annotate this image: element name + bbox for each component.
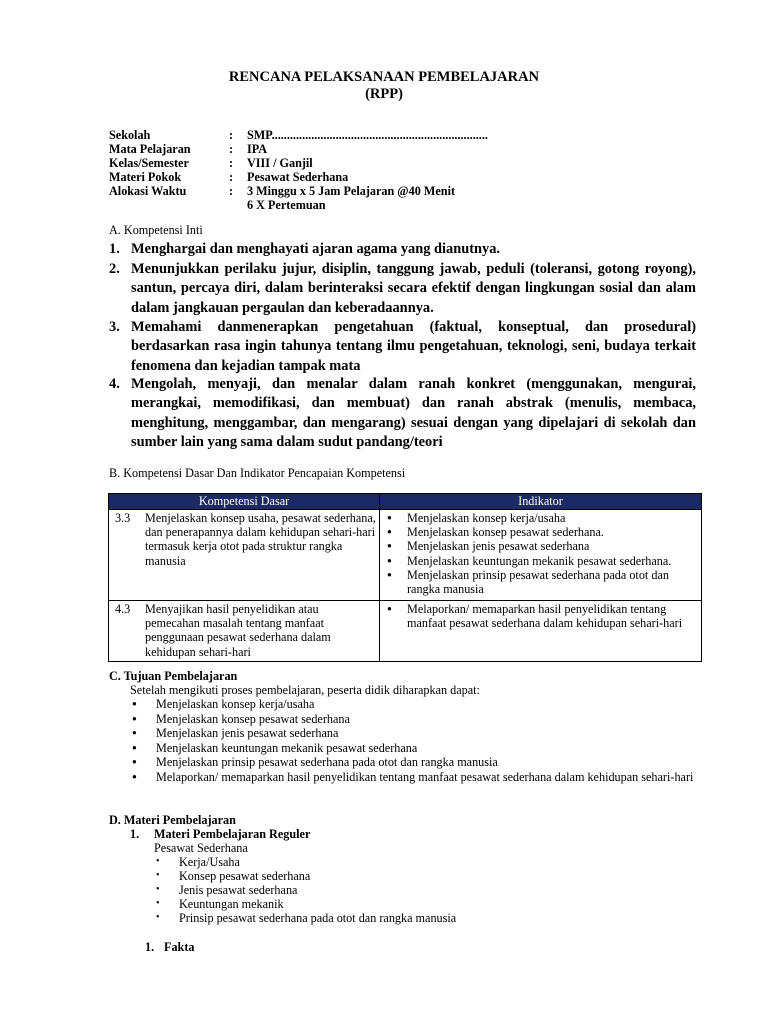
- identity-colon: :: [229, 128, 234, 142]
- item-text: Menunjukkan perilaku jujur, disiplin, tanggung jawab, peduli (toleransi, gotong royong), santun, percaya diri, dalam berinteraksi secara efektif dengan lingkungan sosial dan alam dalam jangkauan pergaulan dan keberadaannya.: [131, 261, 696, 316]
- material-list: [154, 855, 456, 925]
- identity-label: Sekolah: [109, 128, 151, 142]
- item-text: Menghargai dan menghayati ajaran agama yang dianutnya.: [131, 241, 500, 257]
- document-subtitle: (RPP): [365, 86, 403, 102]
- indicator-cell: [380, 601, 702, 662]
- material-topic: Pesawat Sederhana: [154, 841, 248, 855]
- subsection-heading: Materi Pembelajaran Reguler: [154, 827, 311, 841]
- identity-label: Materi Pokok: [109, 170, 182, 184]
- kd-cell: [109, 510, 380, 601]
- list-item: ● Menjelaskan keuntungan mekanik pesawat sederhana: [130, 741, 700, 756]
- kompetensi-inti-item: [109, 240, 696, 259]
- list-item: ● Menjelaskan konsep pesawat sederhana.: [383, 525, 698, 539]
- learning-objectives-list: [130, 697, 700, 785]
- identity-colon: :: [229, 184, 234, 198]
- kd-text: Menjelaskan konsep usaha, pesawat sederhana, dan penerapannya dalam kehidupan sehari-hari termasuk kerja otot pada struktur rangka manusia: [145, 511, 376, 568]
- section-a-heading: A. Kompetensi Inti: [109, 223, 203, 237]
- item-number: 3.: [109, 319, 120, 335]
- fakta-heading: Fakta: [164, 940, 195, 954]
- fakta-number: 1.: [145, 940, 155, 954]
- identity-colon: :: [229, 170, 234, 184]
- kompetensi-inti-item: [109, 318, 696, 376]
- section-c-intro: Setelah mengikuti proses pembelajaran, peserta didik diharapkan dapat:: [130, 683, 480, 697]
- item-text: Memahami danmenerapkan pengetahuan (faktual, konseptual, dan prosedural) berdasarkan rasa ingin tahunya tentang ilmu pengetahuan, teknologi, seni, budaya terkait fenomena dan kejadian tampak mata: [131, 319, 696, 374]
- table-row: [109, 510, 702, 601]
- list-item: ● Menjelaskan prinsip pesawat sederhana pada otot dan rangka manusia: [130, 755, 700, 770]
- identity-value: SMP.......................................................................: [247, 128, 488, 142]
- kd-number: 3.3: [115, 511, 131, 525]
- list-item: ● Menjelaskan konsep kerja/usaha: [383, 511, 698, 525]
- item-number: 1.: [109, 241, 120, 257]
- identity-value: IPA: [247, 142, 268, 156]
- section-c-heading: C. Tujuan Pembelajaran: [109, 669, 238, 683]
- item-number: 4.: [109, 376, 120, 392]
- identity-label: Alokasi Waktu: [109, 184, 187, 198]
- kd-cell: [109, 601, 380, 662]
- list-item: ● Menjelaskan prinsip pesawat sederhana pada otot dan rangka manusia: [383, 568, 698, 596]
- list-item: ● Menjelaskan konsep kerja/usaha: [130, 697, 700, 712]
- list-item: ● Menjelaskan konsep pesawat sederhana: [130, 712, 700, 727]
- list-item: • Jenis pesawat sederhana: [154, 883, 456, 897]
- section-d-heading: D. Materi Pembelajaran: [109, 813, 236, 827]
- identity-label: Mata Pelajaran: [109, 142, 191, 156]
- table-header-row: [109, 494, 702, 510]
- kd-number: 4.3: [115, 602, 131, 616]
- table-row: [109, 601, 702, 662]
- kompetensi-inti-item: [109, 375, 696, 453]
- list-item: ● Menjelaskan jenis pesawat sederhana: [130, 726, 700, 741]
- kompetensi-inti-item: [109, 260, 696, 318]
- identity-value: Pesawat Sederhana: [247, 170, 349, 184]
- indicator-cell: [380, 510, 702, 601]
- document-title: RENCANA PELAKSANAAN PEMBELAJARAN: [228, 69, 540, 85]
- identity-value: 3 Minggu x 5 Jam Pelajaran @40 Menit: [247, 184, 456, 198]
- indicator-list: [383, 511, 698, 596]
- list-item: • Prinsip pesawat sederhana pada otot dan rangka manusia: [154, 911, 456, 925]
- competency-table: [108, 493, 702, 662]
- list-item: • Keuntungan mekanik: [154, 897, 456, 911]
- identity-label: Kelas/Semester: [109, 156, 189, 170]
- section-b-heading: B. Kompetensi Dasar Dan Indikator Pencapaian Kompetensi: [109, 466, 406, 480]
- list-item: • Konsep pesawat sederhana: [154, 869, 456, 883]
- subsection-number: 1.: [130, 827, 140, 841]
- list-item: ● Melaporkan/ memaparkan hasil penyelidikan tentang manfaat pesawat sederhana dalam kehidupan sehari-hari: [130, 770, 700, 785]
- list-item: ● Menjelaskan keuntungan mekanik pesawat sederhana.: [383, 554, 698, 568]
- list-item: • Kerja/Usaha: [154, 855, 456, 869]
- kd-text: Menyajikan hasil penyelidikan atau pemecahan masalah tentang manfaat penggunaan pesawat sederhana dalam kehidupan sehari-hari: [145, 602, 331, 659]
- item-number: 2.: [109, 261, 120, 277]
- identity-colon: :: [229, 142, 234, 156]
- item-text: Mengolah, menyaji, dan menalar dalam ranah konkret (menggunakan, mengurai, merangkai, memodifikasi, dan membuat) dan ranah abstrak (menulis, membaca, menghitung, menggambar, dan mengarang) sesuai dengan yang dipelajari di sekolah dan sumber lain yang sama dalam sudut pandang/teori: [131, 376, 696, 451]
- column-header-indikator: Indikator: [380, 494, 702, 510]
- list-item: ● Melaporkan/ memaparkan hasil penyelidikan tentang manfaat pesawat sederhana dalam kehidupan sehari-hari: [383, 602, 698, 630]
- list-item: ● Menjelaskan jenis pesawat sederhana: [383, 539, 698, 553]
- identity-value: VIII / Ganjil: [247, 156, 313, 170]
- identity-colon: :: [229, 156, 234, 170]
- identity-value: 6 X Pertemuan: [247, 198, 326, 212]
- column-header-kompetensi-dasar: Kompetensi Dasar: [109, 494, 380, 510]
- indicator-list: [383, 602, 698, 630]
